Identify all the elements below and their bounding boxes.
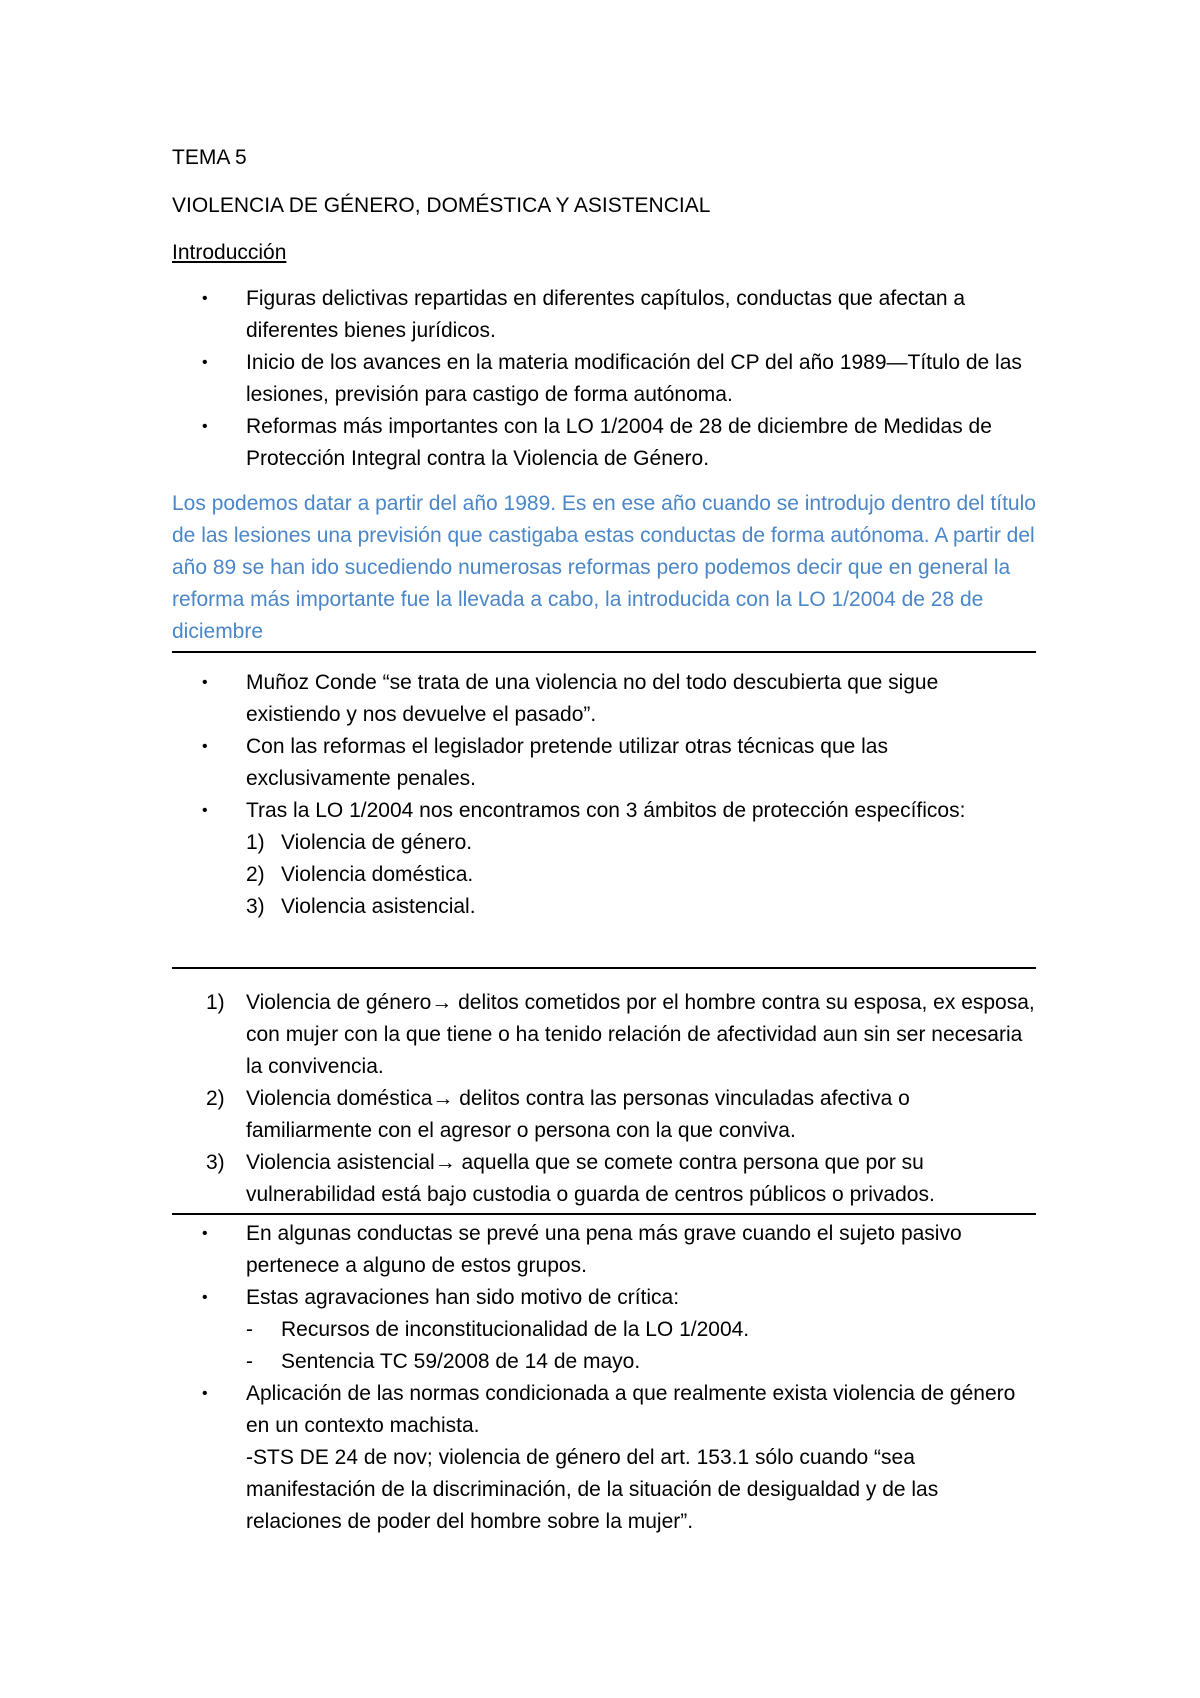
bullet-marker: •: [202, 290, 208, 307]
list-item-text: Figuras delictivas repartidas en diferentes capítulos, conductas que afectan a diferentes bienes jurídicos.: [246, 287, 966, 342]
list-item-text: Tras la LO 1/2004 nos encontramos con 3 ámbitos de protección específicos:: [246, 799, 966, 822]
horizontal-divider: [172, 967, 1036, 969]
document-body: [172, 142, 1036, 1538]
list-item: [172, 1346, 1036, 1378]
list-item-text: Con las reformas el legislador pretende utilizar otras técnicas que las exclusivamente penales.: [246, 735, 888, 790]
list-item: [172, 347, 1036, 411]
list-item-text: Reformas más importantes con la LO 1/2004 de 28 de diciembre de Medidas de Protección Integral contra la Violencia de Género.: [246, 415, 992, 470]
list-number: 2): [206, 1087, 225, 1110]
list-item: [172, 1218, 1036, 1282]
list-item: [172, 1314, 1036, 1346]
list-item-text: Sentencia TC 59/2008 de 14 de mayo.: [281, 1350, 641, 1373]
bullet-marker: •: [202, 1385, 208, 1402]
list-item-text: Estas agravaciones han sido motivo de crítica:: [246, 1286, 680, 1309]
section-heading-introduccion: Introducción: [172, 241, 287, 264]
list-item: [172, 411, 1036, 475]
list-item-text: Violencia doméstica→ delitos contra las personas vinculadas afectiva o familiarmente con el agresor o persona con la que conviva.: [246, 1087, 910, 1142]
blue-note-paragraph: Los podemos datar a partir del año 1989. Es en ese año cuando se introdujo dentro del título de las lesiones una previsión que castigaba estas conductas de forma autónoma. A partir del año 89 se han ido sucediendo numerosas reformas pero podemos decir que en general la reforma más importante fue la llevada a cabo, la introducida con la LO 1/2004 de 28 de diciembre: [172, 492, 1036, 643]
bullet-marker: •: [202, 1225, 208, 1242]
section2-bullet-list: [172, 667, 1036, 827]
list-item: [172, 859, 1036, 891]
list-item-text: Inicio de los avances en la materia modificación del CP del año 1989—Título de las lesiones, previsión para castigo de forma autónoma.: [246, 351, 1022, 406]
list-item: [172, 827, 1036, 859]
list-number: 1): [206, 991, 225, 1014]
bullet-marker: •: [202, 674, 208, 691]
list-number: 3): [206, 1151, 225, 1174]
intro-bullet-list: [172, 283, 1036, 475]
list-item: [172, 891, 1036, 923]
horizontal-divider: [172, 1213, 1036, 1215]
critica-list: [172, 1314, 1036, 1378]
bullet-marker: •: [202, 802, 208, 819]
bullet-marker: •: [202, 354, 208, 371]
list-item-text: Muñoz Conde “se trata de una violencia no del todo descubierta que sigue existiendo y nos devuelve el pasado”.: [246, 671, 939, 726]
list-item-text: Violencia asistencial→ aquella que se comete contra persona que por su vulnerabilidad está bajo custodia o guarda de centros públicos o privados.: [246, 1151, 935, 1206]
dash-marker: -: [246, 1350, 253, 1373]
ambitos-list: [172, 827, 1036, 923]
list-item: [172, 667, 1036, 731]
list-item-text: Aplicación de las normas condicionada a que realmente exista violencia de género en un contexto machista.: [246, 1382, 1016, 1437]
bullet-marker: •: [202, 418, 208, 435]
list-item-text: Recursos de inconstitucionalidad de la LO 1/2004.: [281, 1318, 750, 1341]
list-item: [172, 1282, 1036, 1314]
list-item: [172, 1147, 1036, 1211]
list-number: 1): [246, 831, 265, 854]
list-item-text: Violencia asistencial.: [281, 895, 476, 918]
list-number: 2): [246, 863, 265, 886]
definitions-list: [172, 987, 1036, 1211]
bullet-marker: •: [202, 1289, 208, 1306]
sts-citation-text: -STS DE 24 de nov; violencia de género del art. 153.1 sólo cuando “sea manifestación de la discriminación, de la situación de desigualdad y de las relaciones de poder del hombre sobre la mujer”.: [246, 1446, 939, 1533]
list-item-text: En algunas conductas se prevé una pena más grave cuando el sujeto pasivo pertenece a alguno de estos grupos.: [246, 1222, 962, 1277]
list-item: [172, 283, 1036, 347]
bullet-marker: •: [202, 738, 208, 755]
list-item: [172, 731, 1036, 795]
list-item: [172, 987, 1036, 1083]
document-title: TEMA 5: [172, 146, 247, 169]
horizontal-divider: [172, 651, 1036, 653]
list-item: [172, 1378, 1036, 1538]
list-number: 3): [246, 895, 265, 918]
dash-marker: -: [246, 1318, 253, 1341]
list-item-text: Violencia de género→ delitos cometidos por el hombre contra su esposa, ex esposa, con mujer con la que tiene o ha tenido relación de afectividad aun sin ser necesaria la convivencia.: [246, 991, 1035, 1078]
document-subtitle: VIOLENCIA DE GÉNERO, DOMÉSTICA Y ASISTENCIAL: [172, 194, 711, 217]
list-item-text: Violencia doméstica.: [281, 863, 474, 886]
last-bullet-list: [172, 1378, 1036, 1538]
final-bullet-list: [172, 1218, 1036, 1314]
list-item: [172, 1083, 1036, 1147]
list-item: [172, 795, 1036, 827]
list-item-text: Violencia de género.: [281, 831, 473, 854]
